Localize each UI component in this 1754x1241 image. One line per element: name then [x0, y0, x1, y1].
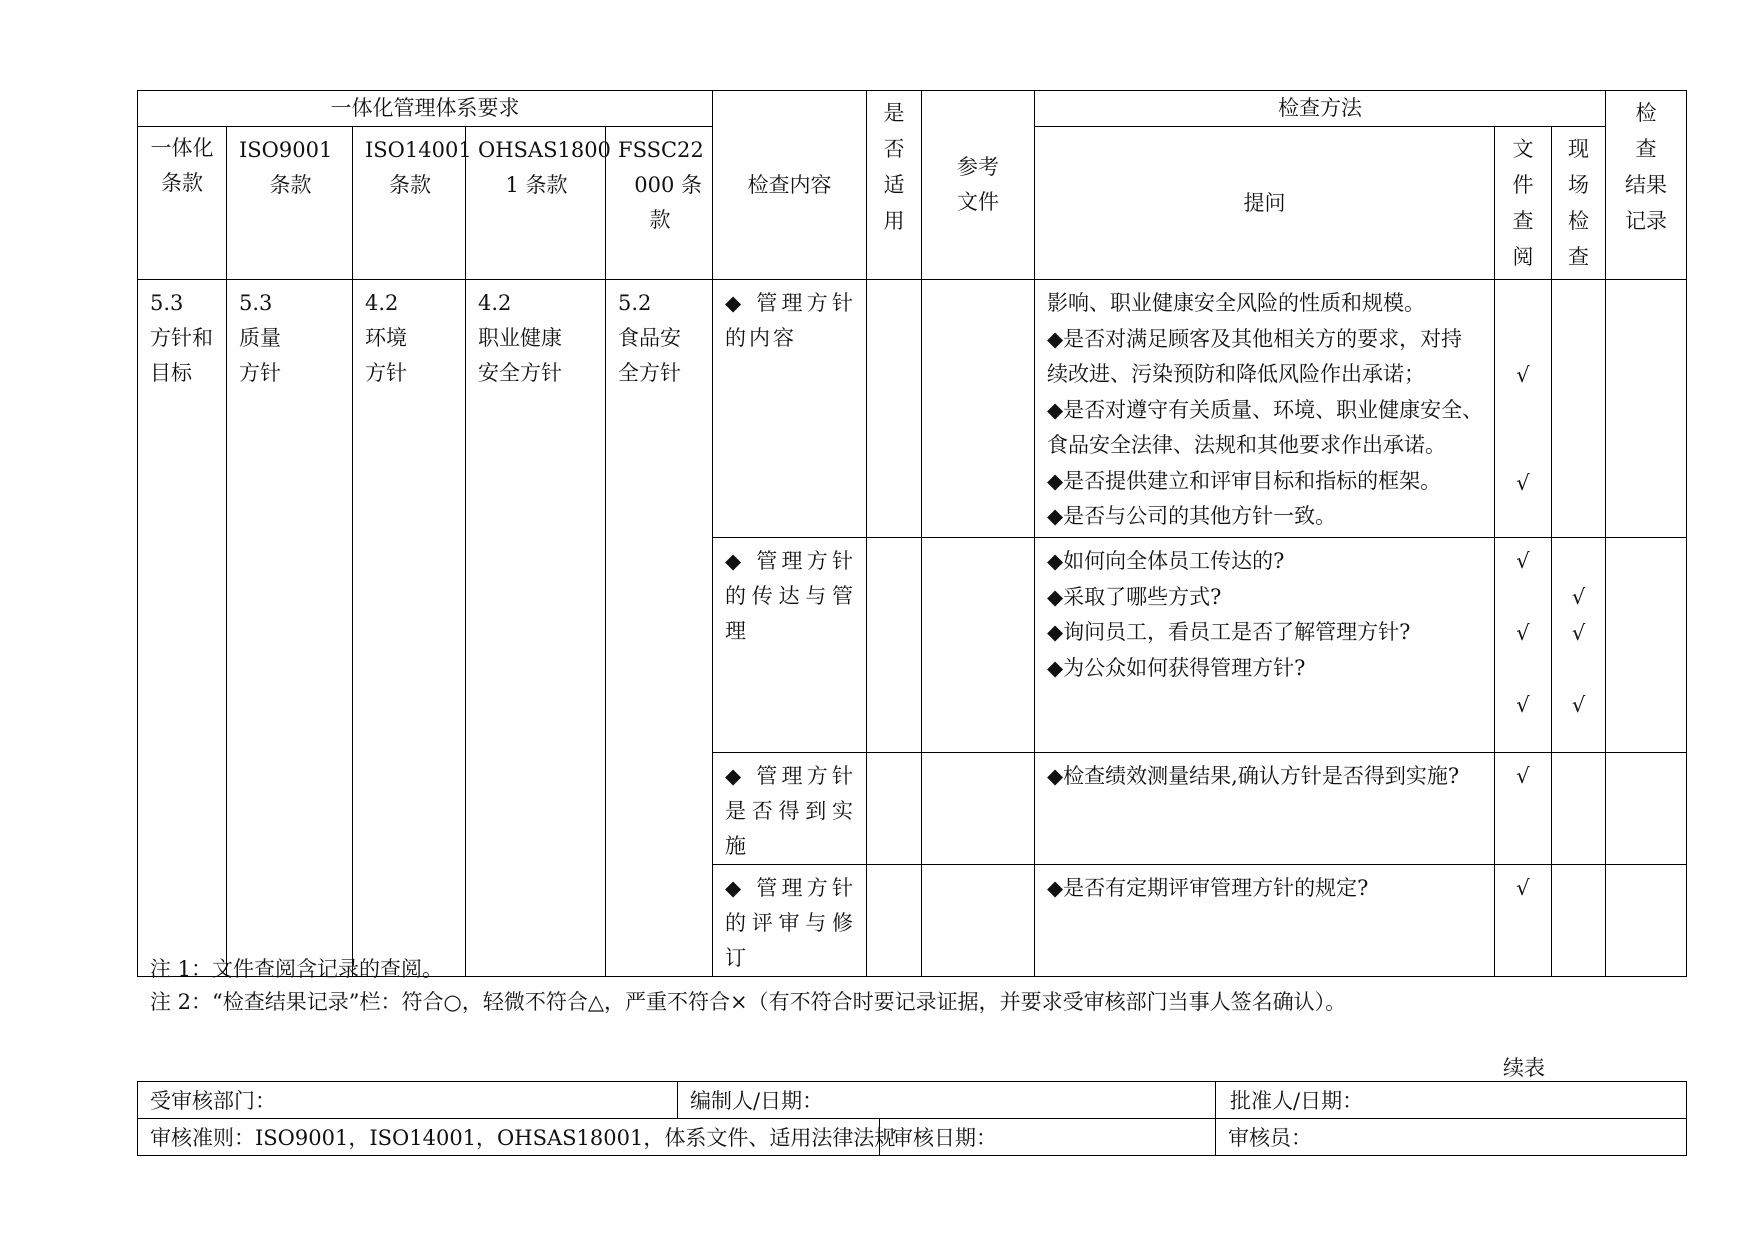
continued-label: 续表: [1503, 1056, 1545, 1080]
text-line: 现: [1568, 137, 1589, 161]
notes: [150, 953, 1346, 1019]
site-check-cell: [1552, 538, 1606, 753]
check-mark: √: [1516, 363, 1530, 387]
result-cell: [1606, 280, 1687, 538]
text-line: 检: [1635, 101, 1657, 125]
text-line: ◆检查绩效测量结果,确认方针是否得到实施?: [1047, 764, 1460, 788]
empty-mark: [1495, 285, 1551, 321]
doc-review-cell: [1495, 538, 1552, 753]
site-check-header: [1552, 127, 1606, 280]
check-mark: √: [1571, 693, 1586, 717]
text-line: 场: [1568, 173, 1589, 197]
text-line: 食品安全法律、法规和其他要求作出承诺。: [1047, 433, 1446, 457]
text-line: ◆是否对满足顾客及其他相关方的要求，对持: [1047, 326, 1463, 351]
text-line: ◆为公众如何获得管理方针?: [1047, 655, 1306, 680]
text-line: 安全方针: [478, 361, 562, 385]
result-cell: [1606, 865, 1687, 977]
doc-review-header: [1495, 127, 1552, 280]
question-cell: [1035, 538, 1495, 753]
audit-criteria-field: 审核准则：ISO9001，ISO14001，OHSAS18001，体系文件、适用法律法规: [138, 1119, 880, 1156]
text-line: ◆是否与公司的其他方针一致。: [1047, 504, 1337, 528]
check-mark: √: [1516, 549, 1530, 573]
reference-doc-header: [922, 91, 1035, 280]
text-line: OHSAS1800: [478, 138, 611, 162]
integrated-clause-cell: [138, 280, 227, 977]
empty-mark: [1495, 651, 1551, 687]
check-mark: √: [1516, 471, 1530, 495]
doc-review-cell: [1495, 865, 1552, 977]
text-line: 用: [883, 209, 905, 233]
text-line: 查: [1635, 137, 1657, 161]
audit-date-field: 审核日期：: [880, 1119, 1216, 1156]
text-line: 方针: [239, 361, 281, 385]
text-line: 查: [1568, 245, 1589, 269]
text-line: 5.3: [239, 291, 273, 315]
result-record-header: [1606, 91, 1687, 280]
text-line: 文: [1512, 137, 1534, 161]
question-cell: [1035, 280, 1495, 538]
inspection-method-header: 检查方法: [1035, 91, 1606, 127]
doc-review-cell: [1495, 753, 1552, 865]
content-cell-review: ◆ 管理方针的评审与修订: [713, 865, 867, 977]
audit-checklist-table: [137, 90, 1687, 977]
audit-footer-table: [137, 1081, 1687, 1156]
question-cell: [1035, 753, 1495, 865]
integrated-requirements-header: 一体化管理体系要求: [138, 91, 713, 127]
text-line: ◆如何向全体员工传达的?: [1047, 549, 1285, 573]
auditor-field: 审核员：: [1216, 1119, 1687, 1156]
text-line: 文件: [957, 190, 999, 214]
text-line: ◆采取了哪些方式?: [1047, 584, 1222, 609]
iso14001-clause-header: [353, 127, 472, 280]
text-line: ◆是否提供建立和评审目标和指标的框架。: [1047, 468, 1442, 493]
text-line: 续改进、污染预防和降低风险作出承诺；: [1047, 362, 1425, 386]
text-line: 结果: [1625, 173, 1668, 197]
empty-mark: [1552, 651, 1605, 687]
text-line: 4.2: [478, 291, 512, 315]
iso14001-clause-cell: [353, 280, 466, 977]
compiler-date-field: 编制人/日期：: [678, 1082, 1216, 1119]
empty-mark: [1495, 501, 1551, 537]
result-cell: [1606, 538, 1687, 753]
result-cell: [1606, 753, 1687, 865]
text-line: ISO9001: [239, 138, 333, 162]
applicable-cell: [867, 538, 922, 753]
text-line: 5.3: [150, 291, 184, 315]
text-line: 查: [1512, 209, 1534, 233]
check-mark: √: [1571, 585, 1586, 609]
doc-review-cell: [1495, 280, 1552, 538]
text-line: 方针和: [150, 326, 213, 350]
text-line: ◆是否有定期评审管理方针的规定?: [1047, 876, 1369, 900]
text-line: 食品安: [618, 326, 681, 350]
ohsas-clause-cell: [466, 280, 606, 977]
ohsas-clause-header: [466, 127, 611, 280]
reference-cell: [922, 280, 1035, 538]
iso9001-clause-cell: [227, 280, 353, 977]
applicable-cell: [867, 753, 922, 865]
text-line: 条款: [269, 173, 312, 197]
fssc-clause-header: [606, 127, 713, 280]
check-mark: √: [1571, 621, 1586, 645]
approver-date-field: 批准人/日期：: [1216, 1082, 1687, 1119]
note-2: 注 2：“检查结果记录”栏：符合○，轻微不符合△，严重不符合×（有不符合时要记录证据，并要求受审核部门当事人签名确认）。: [150, 990, 1347, 1014]
text-line: 阅: [1512, 245, 1534, 269]
empty-mark: [1495, 393, 1551, 429]
text-line: 是: [883, 101, 905, 125]
text-line: 全方针: [618, 361, 681, 385]
check-mark: √: [1516, 876, 1530, 900]
text-line: 目标: [150, 361, 192, 385]
empty-mark: [1552, 543, 1605, 579]
content-cell-implementation: ◆ 管理方针是否得到实施: [713, 753, 867, 865]
text-line: 000 条: [634, 173, 702, 197]
reference-cell: [922, 538, 1035, 753]
text-line: 环境: [365, 326, 407, 350]
applicable-cell: [867, 280, 922, 538]
text-line: 检: [1568, 209, 1589, 233]
text-line: 条款: [389, 173, 431, 197]
integrated-clause-header: [138, 127, 227, 280]
check-mark: √: [1516, 693, 1530, 717]
check-mark: √: [1516, 621, 1530, 645]
iso9001-clause-header: [227, 127, 353, 280]
empty-mark: [1495, 429, 1551, 465]
site-check-cell: [1552, 865, 1606, 977]
text-line: 方针: [365, 361, 407, 385]
text-line: 4.2: [365, 291, 399, 315]
text-line: 5.2: [618, 291, 652, 315]
text-line: FSSC22: [618, 138, 704, 162]
text-line: ISO14001: [365, 138, 472, 162]
site-check-cell: [1552, 753, 1606, 865]
empty-mark: [1495, 321, 1551, 357]
text-line: ◆是否对遵守有关质量、环境、职业健康安全、: [1047, 397, 1484, 422]
audited-dept-field: 受审核部门：: [138, 1082, 678, 1119]
text-line: 否: [883, 137, 905, 161]
site-check-cell: [1552, 280, 1606, 538]
text-line: 职业健康: [478, 326, 562, 350]
inspection-content-header: 检查内容: [713, 91, 867, 280]
text-line: 条款: [161, 171, 203, 195]
fssc-clause-cell: [606, 280, 713, 977]
text-line: 适: [883, 173, 905, 197]
text-line: 件: [1512, 173, 1534, 197]
empty-mark: [1495, 579, 1551, 615]
text-line: 影响、职业健康安全风险的性质和规模。: [1047, 291, 1425, 315]
content-cell-policy: ◆ 管理方针的内容: [713, 280, 867, 538]
check-mark: √: [1516, 764, 1530, 788]
text-line: 款: [649, 208, 671, 232]
note-1: 注 1：文件查阅含记录的查阅。: [150, 957, 444, 981]
question-header: 提问: [1035, 127, 1495, 280]
text-line: 1 条款: [505, 173, 568, 197]
text-line: ◆询问员工，看员工是否了解管理方针?: [1047, 620, 1411, 644]
text-line: 记录: [1625, 209, 1668, 233]
text-line: 参考: [957, 155, 999, 179]
applicable-header: [867, 91, 922, 280]
content-cell-communication: ◆ 管理方针的传达与管理: [713, 538, 867, 753]
reference-cell: [922, 753, 1035, 865]
text-line: 质量: [239, 326, 281, 350]
text-line: 一体化: [150, 136, 214, 160]
